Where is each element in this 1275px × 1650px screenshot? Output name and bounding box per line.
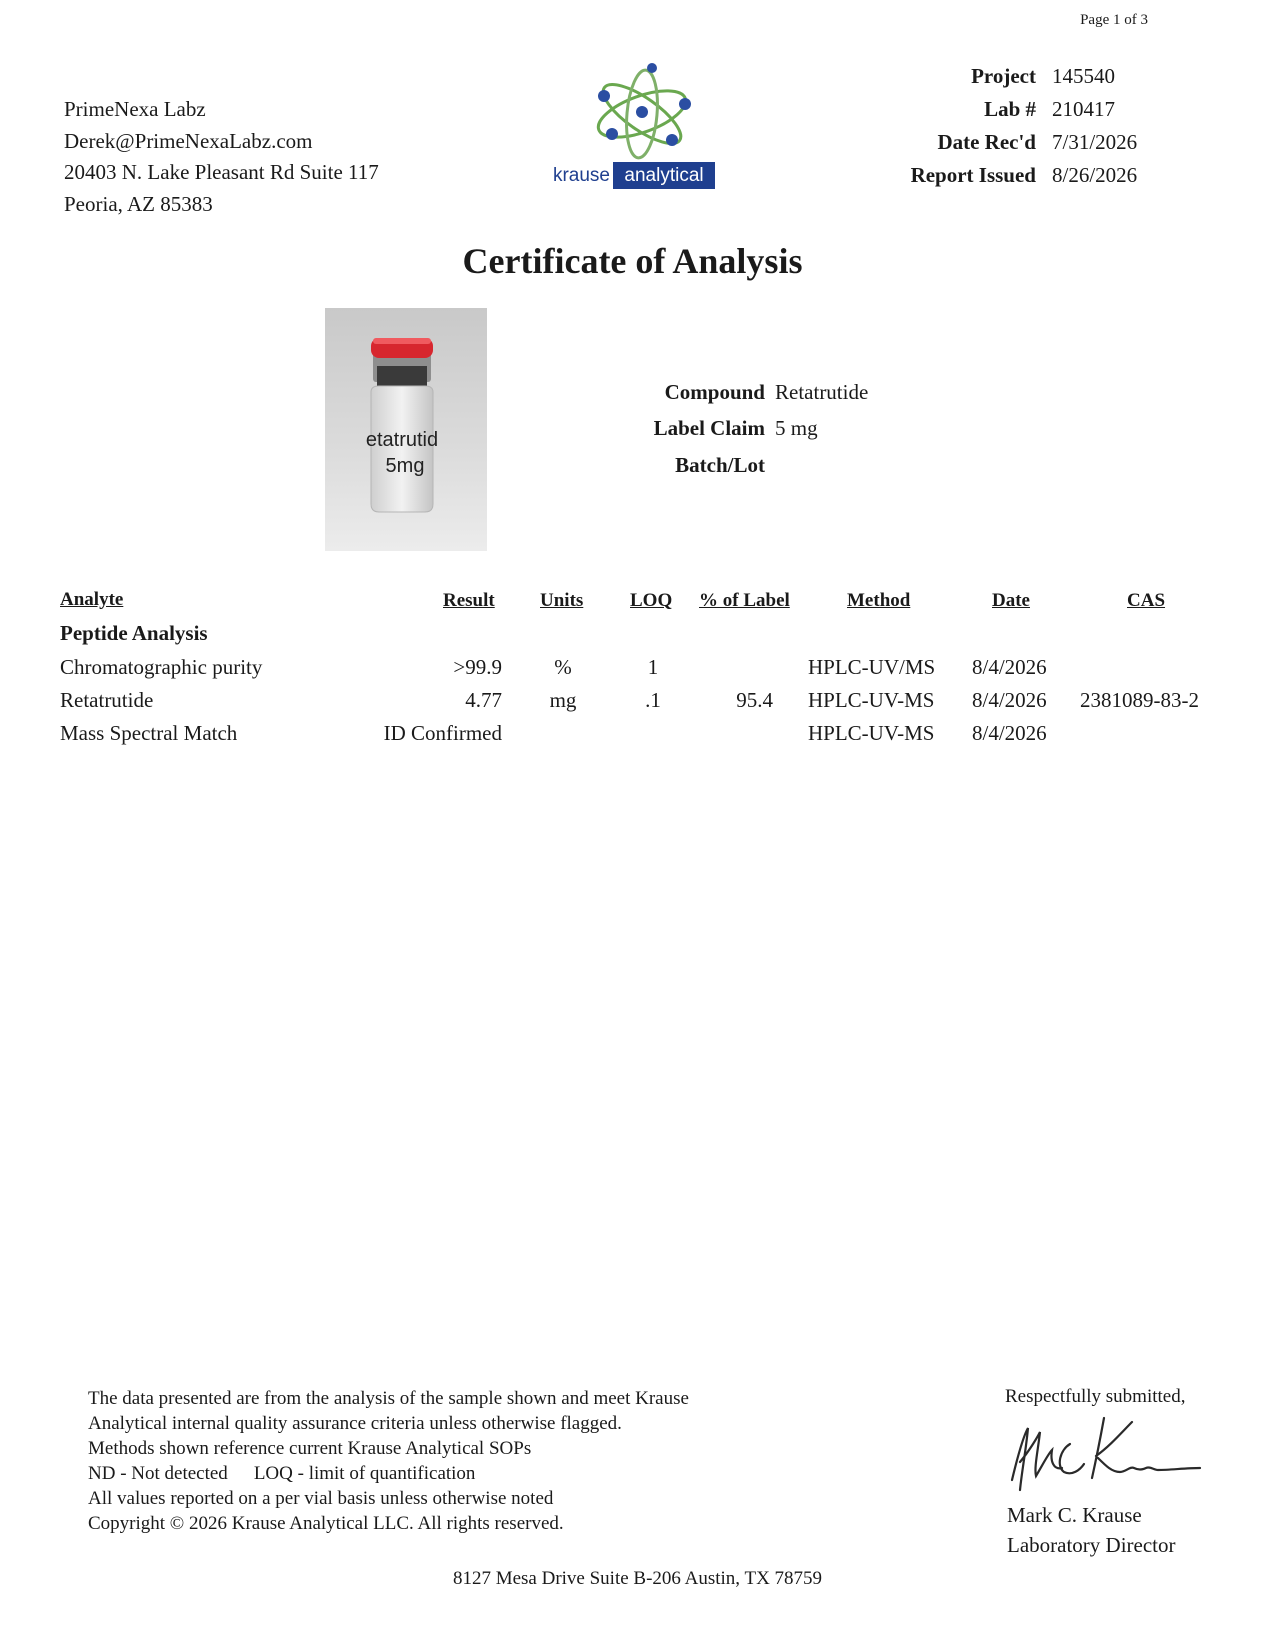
meta-label: Report Issued <box>910 163 1036 187</box>
header-method: Method <box>847 590 911 611</box>
client-address-block <box>64 94 379 220</box>
cell-result: ID Confirmed <box>383 721 502 745</box>
meta-row-date-received <box>830 126 1137 159</box>
batch-lot-label: Batch/Lot <box>675 452 765 477</box>
report-meta <box>830 60 1137 192</box>
meta-value: 210417 <box>1052 97 1115 121</box>
group-peptide-analysis: Peptide Analysis <box>60 621 208 645</box>
signer-title: Laboratory Director <box>1007 1533 1176 1557</box>
meta-label: Project <box>971 64 1036 88</box>
cell-result: 4.77 <box>465 688 502 712</box>
batch-lot-row <box>600 447 868 484</box>
header-analyte: Analyte <box>60 589 124 610</box>
client-address-line2: Peoria, AZ 85383 <box>64 191 213 216</box>
note-line: Methods shown reference current Krause Analytical SOPs <box>88 1438 532 1459</box>
logo-word-analytical: analytical <box>624 165 704 186</box>
cell-result: >99.9 <box>453 655 502 679</box>
header-cas: CAS <box>1127 590 1166 611</box>
cell-method: HPLC-UV/MS <box>808 655 936 679</box>
meta-label: Date Rec'd <box>937 130 1036 154</box>
note-line: All values reported on a per vial basis unless otherwise noted <box>88 1488 554 1509</box>
cell-date: 8/4/2026 <box>972 655 1047 679</box>
note-loq: LOQ - limit of quantification <box>253 1463 476 1484</box>
vial-label-dose: 5mg <box>385 455 425 477</box>
page-number: Page 1 of 3 <box>1080 12 1148 28</box>
meta-value: 8/26/2026 <box>1052 163 1138 187</box>
compound-label: Compound <box>664 379 765 404</box>
note-line: The data presented are from the analysis of the sample shown and meet Krause <box>88 1388 689 1409</box>
cell-date: 8/4/2026 <box>972 688 1047 712</box>
label-claim-value: 5 mg <box>775 416 818 441</box>
compound-value: Retatrutide <box>775 379 869 404</box>
atom-logo-icon <box>593 63 692 159</box>
cell-percent-of-label: 95.4 <box>736 688 773 712</box>
cell-units: % <box>554 655 572 679</box>
compound-row <box>600 374 868 411</box>
header-date: Date <box>992 590 1030 611</box>
copyright: Copyright © 2026 Krause Analytical LLC. All rights reserved. <box>88 1513 564 1534</box>
cell-method: HPLC-UV-MS <box>808 721 935 745</box>
meta-label: Lab # <box>984 97 1036 121</box>
lab-address-footer: 8127 Mesa Drive Suite B-206 Austin, TX 78759 <box>452 1568 823 1589</box>
meta-row-report-issued <box>830 159 1137 192</box>
cell-loq: .1 <box>645 688 661 712</box>
signer-name: Mark C. Krause <box>1007 1503 1142 1527</box>
header-percent-of-label: % of Label <box>699 590 790 611</box>
client-name: PrimeNexa Labz <box>64 97 206 121</box>
signature-intro: Respectfully submitted, <box>1005 1386 1186 1407</box>
krause-analytical-logo <box>540 52 740 202</box>
logo-word-krause: krause <box>552 165 610 186</box>
meta-value: 7/31/2026 <box>1052 130 1138 154</box>
signer-block <box>1007 1500 1176 1560</box>
cell-method: HPLC-UV-MS <box>808 688 935 712</box>
cell-analyte: Retatrutide <box>60 688 154 712</box>
cell-units: mg <box>549 688 577 712</box>
header-units: Units <box>540 590 584 611</box>
note-nd: ND - Not detected <box>88 1463 228 1484</box>
header-loq: LOQ <box>630 590 673 611</box>
meta-row-lab-number <box>830 93 1137 126</box>
note-line: Analytical internal quality assurance criteria unless otherwise flagged. <box>88 1413 622 1434</box>
label-claim-label: Label Claim <box>653 416 765 441</box>
cell-date: 8/4/2026 <box>972 721 1047 745</box>
meta-row-project <box>830 60 1137 93</box>
handwritten-signature <box>1000 1410 1210 1500</box>
vial-label-compound: etatrutid <box>365 429 439 451</box>
header-result: Result <box>443 590 495 611</box>
cell-cas: 2381089-83-2 <box>1080 688 1199 712</box>
cell-analyte: Chromatographic purity <box>60 655 263 679</box>
label-claim-row <box>600 411 868 448</box>
note-abbreviations <box>88 1461 689 1486</box>
sample-vial-photo <box>325 308 487 551</box>
client-email: Derek@PrimeNexaLabz.com <box>64 128 313 153</box>
document-title: Certificate of Analysis <box>462 241 803 281</box>
compound-info <box>600 374 868 484</box>
report-notes <box>88 1386 689 1536</box>
cell-analyte: Mass Spectral Match <box>60 721 238 745</box>
client-address-line1: 20403 N. Lake Pleasant Rd Suite 117 <box>64 160 379 184</box>
cell-loq: 1 <box>647 655 659 679</box>
meta-value: 145540 <box>1052 64 1115 88</box>
